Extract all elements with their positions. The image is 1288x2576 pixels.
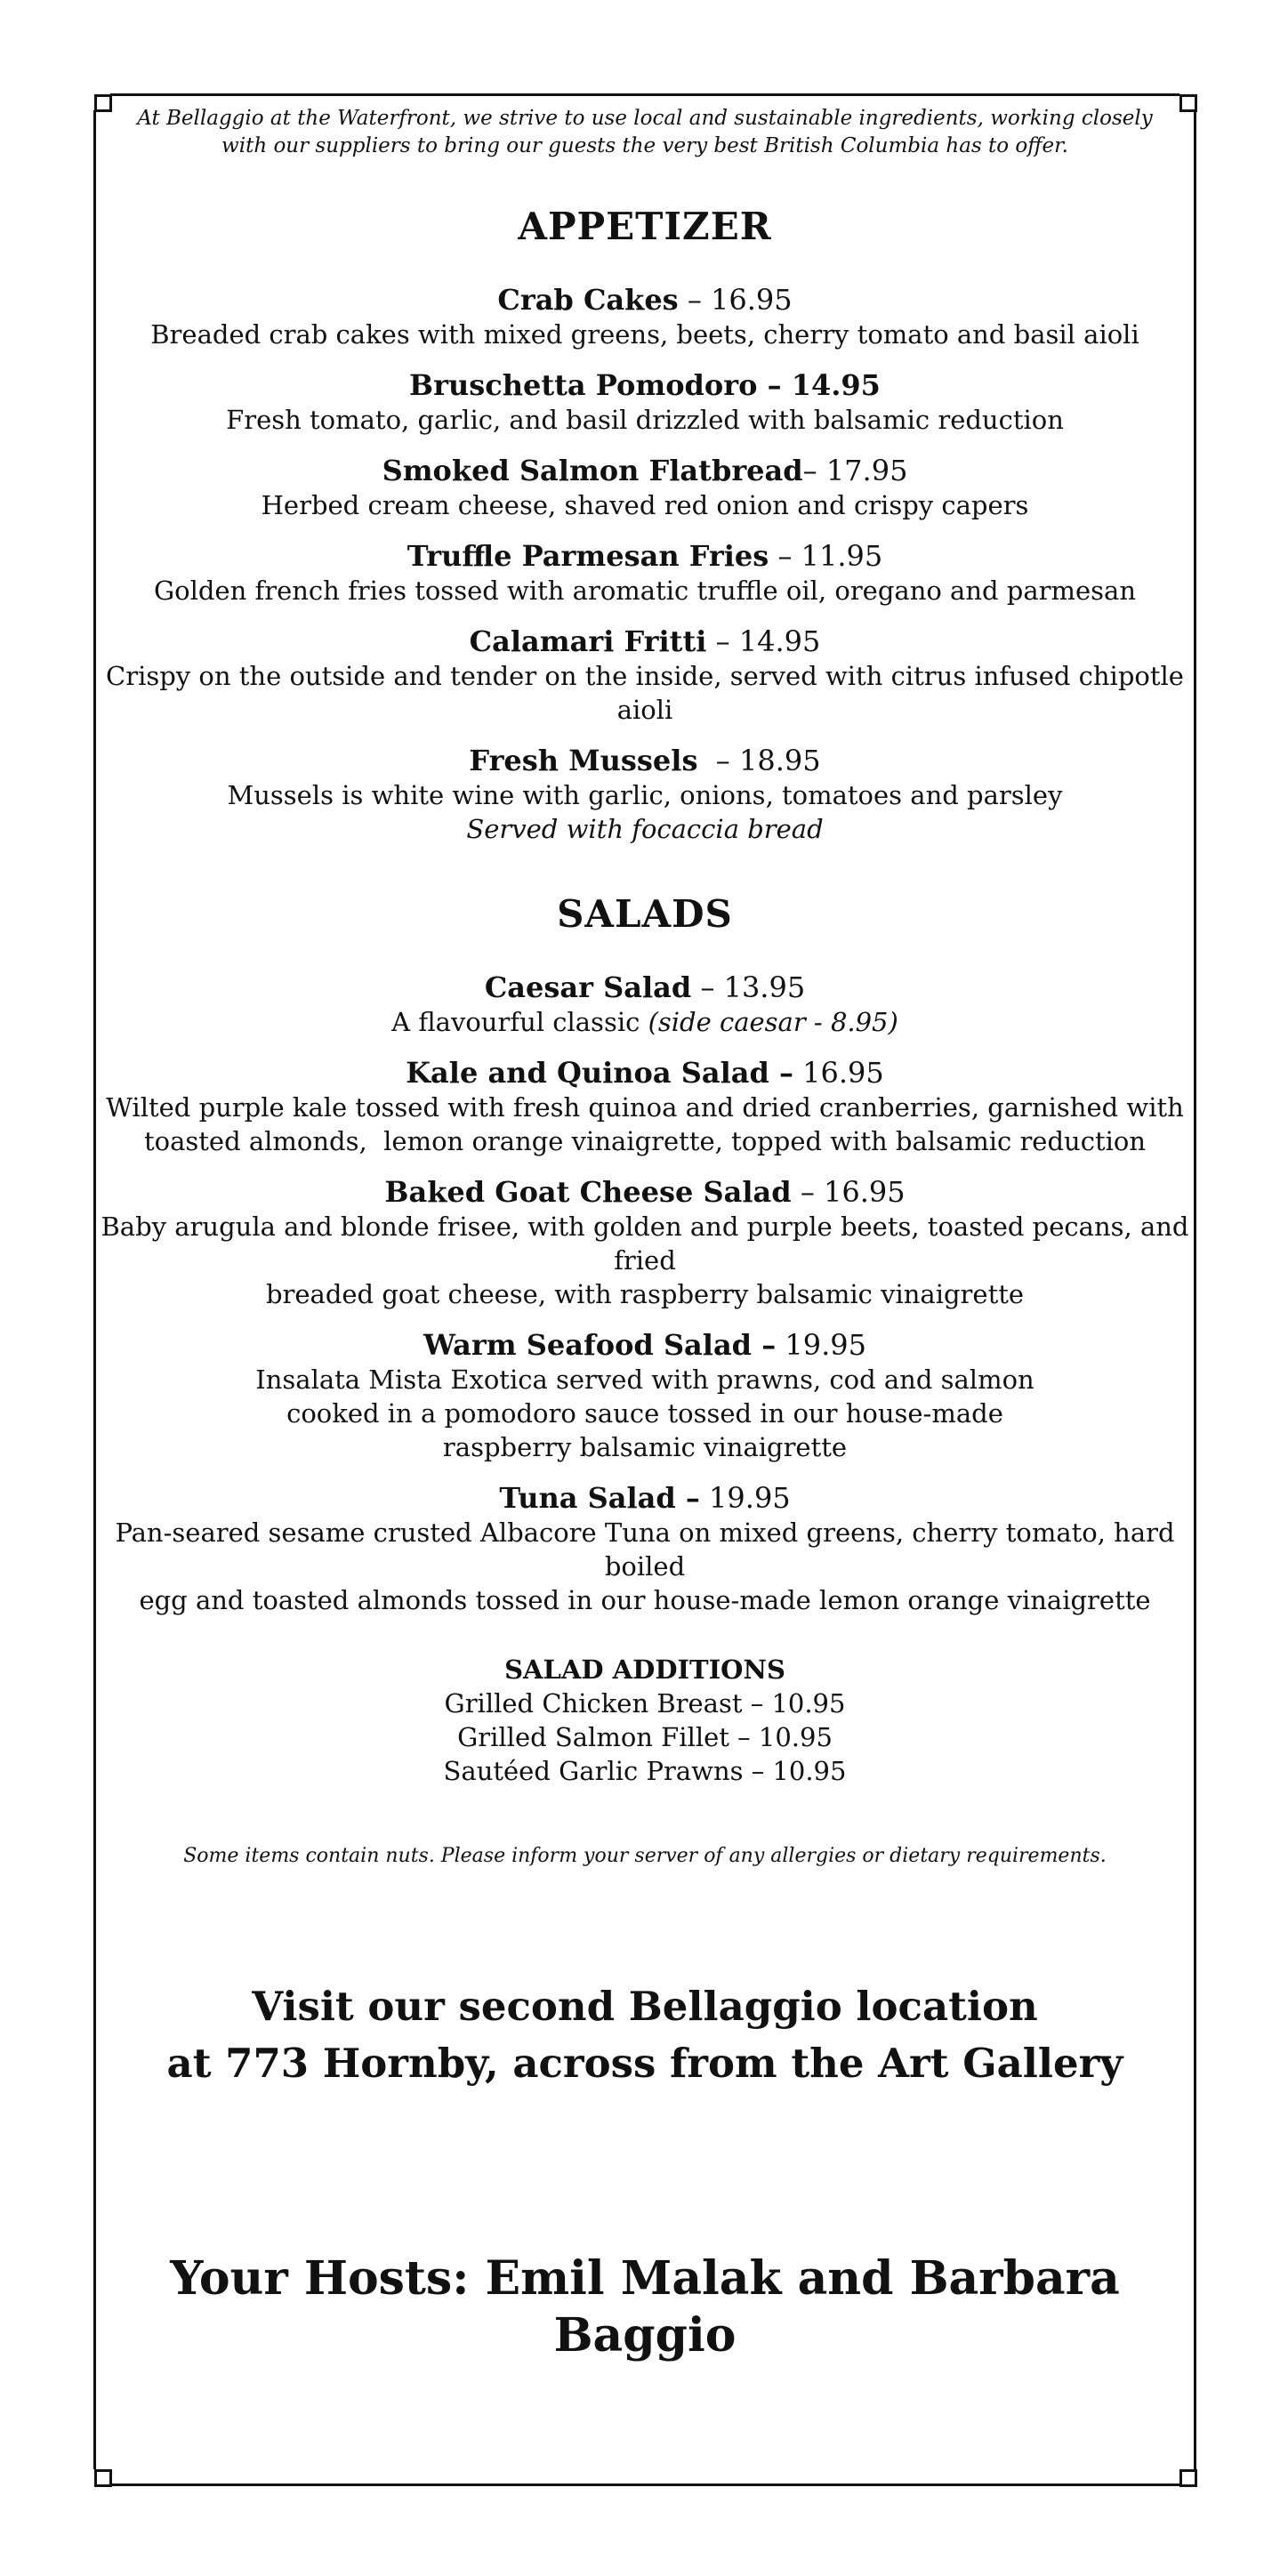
item-price: – 16.95 xyxy=(791,1175,906,1209)
menu-item xyxy=(98,1480,1192,1617)
menu-item xyxy=(98,1055,1192,1158)
appetizer-heading: APPETIZER xyxy=(518,205,772,248)
intro-line-2: with our suppliers to bring our guests the very best British Columbia has to offer. xyxy=(221,134,1068,157)
item-description-side: (side caesar - 8.95) xyxy=(648,1007,898,1037)
menu-item xyxy=(98,453,1192,522)
item-description: toasted almonds, lemon orange vinaigrette, topped with balsamic reduction xyxy=(143,1126,1147,1156)
item-description: cooked in a pomodoro sauce tossed in our house-made xyxy=(286,1398,1003,1429)
item-price: – 11.95 xyxy=(769,539,883,573)
intro-line-1: At Bellaggio at the Waterfront, we strive to use local and sustainable ingredients, working closely xyxy=(137,107,1153,130)
menu-item xyxy=(98,538,1192,608)
item-name: Crab Cakes xyxy=(497,283,679,317)
addition-item: Grilled Salmon Fillet – 10.95 xyxy=(457,1722,833,1752)
menu-item xyxy=(98,282,1192,351)
item-description-text: A flavourful classic xyxy=(391,1007,648,1037)
item-price: 19.95 xyxy=(776,1328,866,1362)
menu-item xyxy=(98,1327,1192,1464)
promo-line-1: Visit our second Bellaggio location xyxy=(252,1983,1038,2030)
item-name: Tuna Salad – xyxy=(499,1481,700,1515)
item-description-note: Served with focaccia bread xyxy=(466,814,824,844)
allergy-note: Some items contain nuts. Please inform your server of any allergies or dietary requirements. xyxy=(183,1845,1107,1867)
menu-item xyxy=(98,970,1192,1039)
item-name: Truffle Parmesan Fries xyxy=(407,539,769,573)
item-description: Baby arugula and blonde frisee, with golden and purple beets, toasted pecans, and fried xyxy=(101,1212,1189,1276)
menu-item xyxy=(98,1174,1192,1311)
item-name: Smoked Salmon Flatbread xyxy=(382,454,803,487)
item-name: Warm Seafood Salad – xyxy=(423,1328,777,1362)
item-name: Fresh Mussels xyxy=(469,744,698,777)
menu-item xyxy=(98,367,1192,437)
corner-ornament-bottom-right xyxy=(1179,2469,1204,2494)
item-description: Crispy on the outside and tender on the inside, served with citrus infused chipotle aioli xyxy=(106,661,1184,725)
item-price: – 16.95 xyxy=(678,283,793,317)
salads-heading: SALADS xyxy=(557,892,733,936)
item-description: Mussels is white wine with garlic, onions, tomatoes and parsley xyxy=(227,780,1063,810)
salad-additions xyxy=(98,1653,1192,1788)
item-name: Kale and Quinoa Salad – xyxy=(406,1056,793,1090)
item-name: Calamari Fritti xyxy=(469,624,707,658)
salad-additions-heading: SALAD ADDITIONS xyxy=(504,1654,785,1685)
item-name: Baked Goat Cheese Salad xyxy=(384,1175,792,1209)
item-description: egg and toasted almonds tossed in our house-made lemon orange vinaigrette xyxy=(139,1585,1151,1615)
item-price: – 13.95 xyxy=(691,970,806,1004)
promo-line-2: at 773 Hornby, across from the Art Gallery xyxy=(166,2040,1123,2087)
item-description: Wilted purple kale tossed with fresh quinoa and dried cranberries, garnished with xyxy=(106,1092,1184,1123)
item-description: Fresh tomato, garlic, and basil drizzled with balsamic reduction xyxy=(226,405,1064,435)
item-price: – 14.95 xyxy=(706,624,821,658)
item-description: Insalata Mista Exotica served with prawns, cod and salmon xyxy=(255,1364,1034,1395)
item-price: – 18.95 xyxy=(697,744,821,777)
item-price: 19.95 xyxy=(699,1481,791,1515)
item-name: Caesar Salad xyxy=(484,970,692,1004)
item-name: Bruschetta Pomodoro – 14.95 xyxy=(409,368,881,402)
menu-item xyxy=(98,743,1192,846)
intro-text xyxy=(98,105,1192,160)
corner-ornament-bottom-left xyxy=(85,2469,110,2494)
item-price: – 17.95 xyxy=(802,454,908,487)
item-description: breaded goat cheese, with raspberry balsamic vinaigrette xyxy=(265,1279,1025,1309)
hosts-line: Your Hosts: Emil Malak and Barbara Baggio xyxy=(170,2251,1120,2363)
addition-item: Grilled Chicken Breast – 10.95 xyxy=(444,1688,846,1719)
item-description: raspberry balsamic vinaigrette xyxy=(442,1432,848,1462)
item-price: 16.95 xyxy=(793,1056,884,1090)
menu-item xyxy=(98,624,1192,727)
item-description: Pan-seared sesame crusted Albacore Tuna on mixed greens, cherry tomato, hard boiled xyxy=(115,1517,1175,1582)
item-description: Golden french fries tossed with aromatic truffle oil, oregano and parmesan xyxy=(153,576,1137,606)
menu-content xyxy=(98,102,1192,2364)
item-description xyxy=(98,1005,1192,1039)
item-description: Breaded crab cakes with mixed greens, beets, cherry tomato and basil aioli xyxy=(150,319,1139,350)
second-location-promo xyxy=(98,1978,1192,2092)
addition-item: Sautéed Garlic Prawns – 10.95 xyxy=(443,1756,847,1786)
item-description: Herbed cream cheese, shaved red onion and crispy capers xyxy=(261,490,1029,520)
